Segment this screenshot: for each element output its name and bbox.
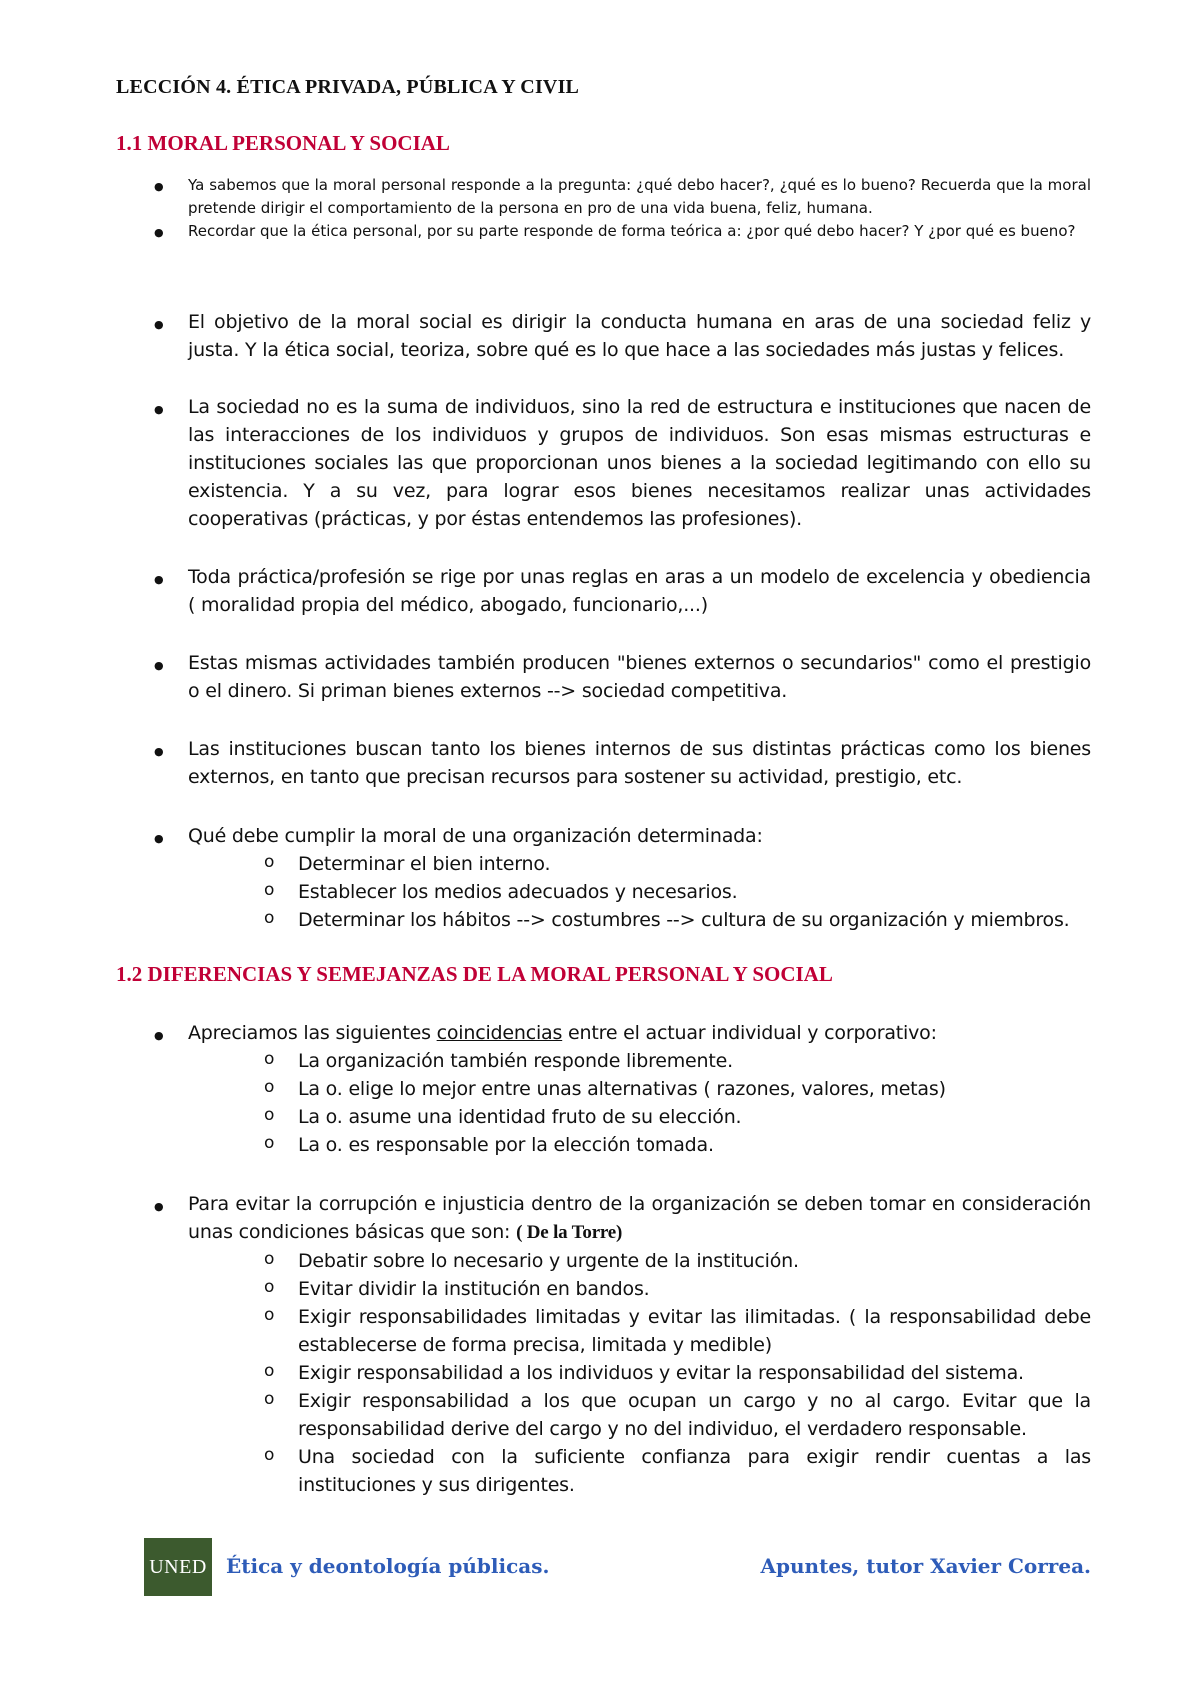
bold-citation: ( De la Torre) bbox=[516, 1222, 623, 1243]
sub-list-item: o La organización también responde libremente. bbox=[188, 1047, 1091, 1075]
sub-list-item: o Evitar dividir la institución en bandos. bbox=[188, 1275, 1091, 1303]
section2-bullet-list-2 bbox=[116, 1190, 1091, 1499]
list-item-text: entre el actuar individual y corporativo: bbox=[568, 1022, 937, 1044]
sub-list-item: o La o. es responsable por la elección tomada. bbox=[188, 1131, 1091, 1159]
list-item: ● Toda práctica/profesión se rige por unas reglas en aras a un modelo de excelencia y obediencia ( moralidad propia del médico, abogado, funcionario,...) bbox=[116, 563, 1091, 619]
list-item: ● Las instituciones buscan tanto los bienes internos de sus distintas prácticas como los bienes externos, en tanto que precisan recursos para sostener su actividad, prestigio, etc. bbox=[116, 735, 1091, 791]
section1-bullet-list-2 bbox=[116, 393, 1091, 533]
sub-list-item: o Establecer los medios adecuados y necesarios. bbox=[188, 878, 1091, 906]
list-item-text: Para evitar la corrupción e injusticia dentro de la organización se deben tomar en consideración unas condiciones básicas que son: bbox=[188, 1193, 1091, 1243]
list-item bbox=[116, 1019, 1091, 1159]
list-item-text: Qué debe cumplir la moral de una organización determinada: bbox=[188, 825, 763, 847]
list-item: ● La sociedad no es la suma de individuos, sino la red de estructura e instituciones que nacen de las interacciones de los individuos y grupos de individuos. Son esas mismas estructuras e instituciones sociales las que proporcionan unos bienes a la sociedad legitimando con ello su existencia. Y a su vez, para lograr esos bienes necesitamos realizar unas actividades cooperativas (prácticas, y por éstas entendemos las profesiones). bbox=[116, 393, 1091, 533]
page-footer bbox=[116, 1538, 1091, 1598]
list-item: ● Recordar que la ética personal, por su parte responde de forma teórica a: ¿por qué debo hacer? Y ¿por qué es bueno? bbox=[116, 220, 1091, 243]
section-heading-2: 1.2 DIFERENCIAS Y SEMEJANZAS DE LA MORAL PERSONAL Y SOCIAL bbox=[116, 962, 833, 986]
footer-course-title: Ética y deontología públicas. bbox=[226, 1554, 550, 1578]
list-item: ● Estas mismas actividades también producen "bienes externos o secundarios" como el prestigio o el dinero. Si priman bienes externos --> sociedad competitiva. bbox=[116, 649, 1091, 705]
underlined-term: coincidencias bbox=[436, 1022, 563, 1044]
section1-bullet-list-6 bbox=[116, 822, 1091, 934]
section-heading-1: 1.1 MORAL PERSONAL Y SOCIAL bbox=[116, 131, 450, 155]
section1-bullet-list-5 bbox=[116, 735, 1091, 791]
sub-list-item: o La o. elige lo mejor entre unas alternativas ( razones, valores, metas) bbox=[188, 1075, 1091, 1103]
list-item bbox=[116, 822, 1091, 934]
sub-list-item: o Exigir responsabilidad a los individuos y evitar la responsabilidad del sistema. bbox=[188, 1359, 1091, 1387]
list-item-text: Apreciamos las siguientes bbox=[188, 1022, 431, 1044]
sub-list-item: o Exigir responsabilidades limitadas y evitar las ilimitadas. ( la responsabilidad debe establecerse de forma precisa, limitada y medible) bbox=[188, 1303, 1091, 1359]
sub-list-item: o Una sociedad con la suficiente confianza para exigir rendir cuentas a las instituciones y sus dirigentes. bbox=[188, 1443, 1091, 1499]
section2-bullet-list bbox=[116, 1019, 1091, 1159]
lesson-title: LECCIÓN 4. ÉTICA PRIVADA, PÚBLICA Y CIVIL bbox=[116, 76, 580, 98]
footer-author: Apuntes, tutor Xavier Correa. bbox=[760, 1554, 1091, 1578]
sub-list-item: o Exigir responsabilidad a los que ocupan un cargo y no al cargo. Evitar que la responsabilidad derive del cargo y no del individuo, el verdadero responsable. bbox=[188, 1387, 1091, 1443]
sub-list bbox=[188, 1047, 1091, 1159]
intro-bullet-list bbox=[116, 174, 1091, 243]
section1-bullet-list-4 bbox=[116, 649, 1091, 705]
sub-list bbox=[188, 850, 1091, 934]
sub-list-item: o Determinar el bien interno. bbox=[188, 850, 1091, 878]
section1-bullet-list bbox=[116, 308, 1091, 364]
section1-bullet-list-3 bbox=[116, 563, 1091, 619]
sub-list-item: o La o. asume una identidad fruto de su elección. bbox=[188, 1103, 1091, 1131]
sub-list-item: o Debatir sobre lo necesario y urgente de la institución. bbox=[188, 1247, 1091, 1275]
uned-logo: UNED bbox=[144, 1538, 212, 1596]
list-item bbox=[116, 1190, 1091, 1499]
list-item: ● Ya sabemos que la moral personal responde a la pregunta: ¿qué debo hacer?, ¿qué es lo bueno? Recuerda que la moral pretende dirigir el comportamiento de la persona en pro de una vida buena, feliz, humana. bbox=[116, 174, 1091, 220]
list-item: ● El objetivo de la moral social es dirigir la conducta humana en aras de una sociedad feliz y justa. Y la ética social, teoriza, sobre qué es lo que hace a las sociedades más justas y felices. bbox=[116, 308, 1091, 364]
sub-list bbox=[188, 1247, 1091, 1499]
sub-list-item: o Determinar los hábitos --> costumbres --> cultura de su organización y miembros. bbox=[188, 906, 1091, 934]
